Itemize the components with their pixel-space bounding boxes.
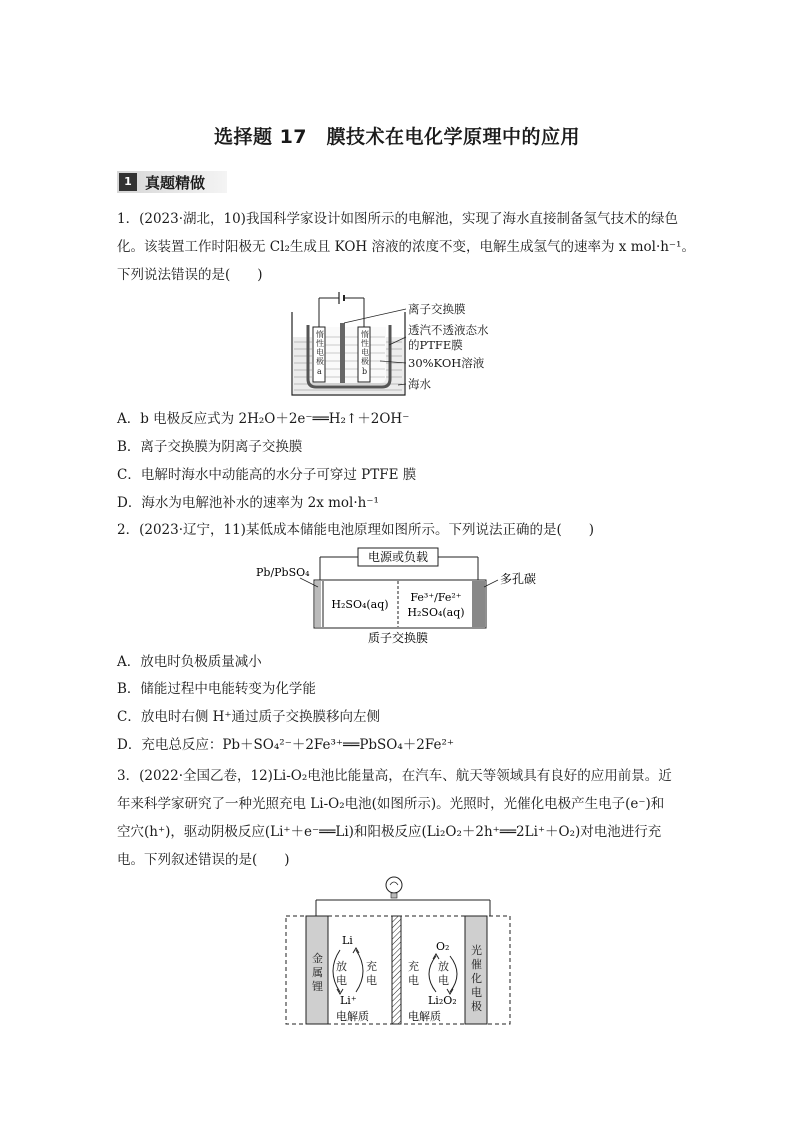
q1-option-c: C．电解时海水中动能高的水分子可穿过 PTFE 膜 <box>117 467 417 483</box>
q1-line-3: 下列说法错误的是( ) <box>117 267 263 283</box>
left-electrode-char: 锂 <box>312 980 323 993</box>
discharge-right-char: 电 <box>438 974 449 987</box>
q1-option-a: A．b 电极反应式为 2H₂O＋2e⁻══H₂↑＋2OH⁻ <box>117 411 410 427</box>
q2-option-b: B．储能过程中电能转变为化学能 <box>117 681 316 697</box>
label-ptfe-1: 透汽不透液态水 <box>408 323 489 337</box>
q2-option-a: A．放电时负极质量减小 <box>117 654 262 670</box>
q2-line-1: 2．(2023·辽宁，11)某低成本储能电池原理如图所示。下列说法正确的是( ) <box>117 522 594 538</box>
left-electrode-label: Pb/PbSO₄ <box>256 566 310 579</box>
electrode-a-char: 性 <box>316 339 324 348</box>
charge-left-char: 充 <box>366 960 377 973</box>
lightbulb-icon <box>386 877 402 893</box>
li-ion-label: Li⁺ <box>340 994 357 1007</box>
electrode-a-char: 惰 <box>316 330 324 339</box>
right-solution-label-1: Fe³⁺/Fe²⁺ <box>410 591 462 604</box>
section-label: 真题精做 <box>145 174 206 192</box>
right-solution-label-2: H₂SO₄(aq) <box>407 606 465 619</box>
o2-label: O₂ <box>436 940 450 953</box>
right-electrode-label: 多孔碳 <box>500 572 537 586</box>
electrode-b-char: 极 <box>361 357 369 366</box>
charge-right-char: 电 <box>408 974 419 987</box>
li-label: Li <box>342 934 353 947</box>
electrode-b-char: b <box>362 367 368 376</box>
charge-left-char: 电 <box>366 974 377 987</box>
q2-option-c: C．放电时右侧 H⁺通过质子交换膜移向左侧 <box>117 709 381 725</box>
discharge-right-char: 放 <box>438 960 449 973</box>
label-ptfe-2: 的PTFE膜 <box>408 338 463 352</box>
q3-figure <box>280 870 520 1030</box>
carbon-electrode <box>472 581 485 627</box>
electrolyte-left-label: 电解质 <box>336 1010 369 1023</box>
charge-right-char: 充 <box>408 960 419 973</box>
q3-line-1: 3．(2022·全国乙卷，12)Li-O₂电池比能量高，在汽车、航天等领域具有良好的应用前景。近 <box>117 768 672 784</box>
electrode-b-char: 性 <box>361 339 369 348</box>
discharge-left-char: 放 <box>336 960 347 973</box>
li2o2-label: Li₂O₂ <box>428 994 457 1007</box>
q3-line-4: 电。下列叙述错误的是( ) <box>117 852 290 868</box>
section-header <box>117 171 227 193</box>
label-koh: 30%KOH溶液 <box>408 356 485 370</box>
q1-option-d: D．海水为电解池补水的速率为 2x mol·h⁻¹ <box>117 495 379 511</box>
right-electrode-char: 极 <box>471 1000 482 1013</box>
q3-line-2: 年来科学家研究了一种光照充电 Li-O₂电池(如图所示)。光照时，光催化电极产生电子(e⁻)和 <box>117 796 665 812</box>
pb-electrode <box>315 581 321 627</box>
left-electrode-char: 金 <box>312 952 323 965</box>
left-solution-label: H₂SO₄(aq) <box>331 598 389 611</box>
discharge-left-char: 电 <box>336 974 347 987</box>
electrode-b-char: 电 <box>361 348 369 357</box>
right-electrode-char: 光 <box>471 944 482 957</box>
q3-line-3: 空穴(h⁺)，驱动阴极反应(Li⁺＋e⁻══Li)和阳极反应(Li₂O₂＋2h⁺══2Li⁺＋O₂)对电池进行充 <box>117 824 662 840</box>
q1-line-1: 1．(2023·湖北，10)我国科学家设计如图所示的电解池，实现了海水直接制备氢气技术的绿色 <box>117 211 678 227</box>
left-electrode-char: 属 <box>312 966 323 979</box>
right-electrode-char: 催 <box>471 958 482 971</box>
separator <box>392 916 401 1024</box>
electrode-b-char: 惰 <box>361 330 369 339</box>
q2-option-d: D．充电总反应：Pb＋SO₄²⁻＋2Fe³⁺══PbSO₄＋2Fe²⁺ <box>117 737 455 753</box>
ion-membrane <box>340 323 345 383</box>
right-electrode-char: 化 <box>471 972 482 985</box>
q2-figure <box>250 545 550 645</box>
q1-figure <box>280 287 520 402</box>
power-source-label: 电源或负载 <box>367 550 429 564</box>
page-title: 选择题 17 膜技术在电化学原理中的应用 <box>213 126 581 148</box>
q1-option-b: B．离子交换膜为阴离子交换膜 <box>117 439 303 455</box>
membrane-label: 质子交换膜 <box>367 631 429 645</box>
right-electrode-char: 电 <box>471 986 482 999</box>
label-ion-membrane: 离子交换膜 <box>408 302 466 316</box>
section-number: 1 <box>119 173 137 191</box>
label-seawater: 海水 <box>408 377 431 391</box>
electrode-a-char: 电 <box>316 348 324 357</box>
electrode-a-char: 极 <box>316 357 324 366</box>
q1-line-2: 化。该装置工作时阳极无 Cl₂生成且 KOH 溶液的浓度不变，电解生成氢气的速率为 x mol·h⁻¹。 <box>117 239 695 255</box>
electrode-a-char: a <box>317 367 322 376</box>
electrolyte-right-label: 电解质 <box>408 1010 441 1023</box>
